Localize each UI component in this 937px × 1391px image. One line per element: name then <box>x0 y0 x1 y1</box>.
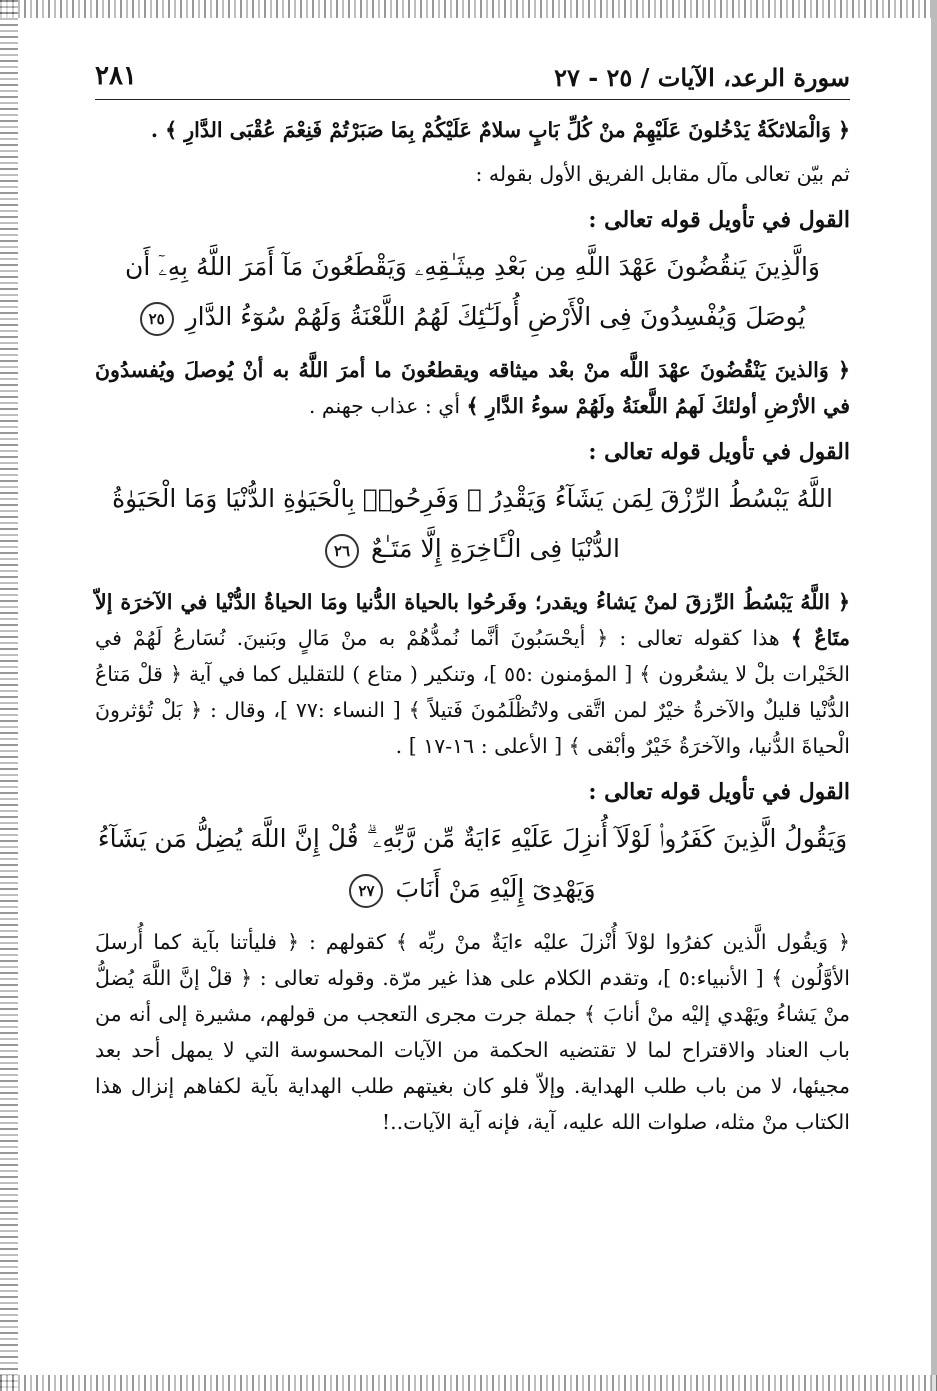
paragraph-2: ثم بيّن تعالى مآل مقابل الفريق الأول بقوله : <box>475 162 850 186</box>
paragraph-3-quote: ﴿ وَالذينَ يَنْقُضُونَ عهْدَ اللَّه منْ بعْد ميثاقه ويقطعُونَ ما أمرَ اللَّهُ به أنْ يُوصلَ ويُفسدُونَ في الأرْضِ أولئكَ لَهمُ اللَّعنَةُ ولَهُمْ سوءُ الدَّارِ ﴾ <box>95 358 850 418</box>
running-title: سورة الرعد، الآيات / ٢٥ - ٢٧ <box>554 63 850 92</box>
paragraph-4-quote: ﴿ اللَّهُ يَبْسُطُ الرِّزقَ لمنْ يَشاءُ ويقدر؛ وفَرحُوا بالحياة الدُّنيا ومَا الحياةُ الدُّنْيا في الآخرَة إلاّ متَاعٌ ﴾ <box>95 590 850 650</box>
verse-25-number: ٢٥ <box>140 302 174 336</box>
verse-25-text: وَالَّذِينَ يَنقُضُونَ عَهْدَ اللَّهِ مِن بَعْدِ مِيثَـٰقِهِۦ وَيَقْطَعُونَ مَآ أَمَرَ اللَّهُ بِهِۦٓ أَن يُوصَلَ وَيُفْسِدُونَ فِى الْأَرْضِ أُولَـٰٓئِكَ لَهُمُ اللَّعْنَةُ وَلَهُمْ سُوٓءُ الدَّارِ <box>124 252 820 331</box>
paragraph-5: ﴿ وَيقُول الَّذين كفرُوا لوْلاَ أُنْزلَ عليْه ءايَةٌ منْ ربِّه ﴾ كقولهم : ﴿ فليأتنا بآية كما أُرسلَ الأوَّلُون ﴾ [ الأنبياء:٥ ]، وتقدم الكلام على هذا غير مرّة. وقوله تعالى : ﴿ قلْ إنَّ اللَّهَ يُضلُّ منْ يَشاءُ ويَهْدي إليْه منْ أنابَ ﴾ جملة جرت مجرى التعجب من قولهم، مشيرة إلى أنه من باب العناد والاقتراح لما لا تقتضيه الحكمة من الآيات المحسوسة التي لا يمهل أحد بعد مجيئها، لا من باب طلب الهداية. وإلاّ فلو كان بغيتهم طلب الهداية بآية لكفاهم إنزال هذا الكتاب منْ مثله، صلوات الله عليه، آية، فإنه آية الآيات..! <box>95 930 850 1134</box>
paragraph-3-rest: أي : عذاب جهنم . <box>308 394 467 418</box>
section-heading-1: القول في تأويل قوله تعالى : <box>588 207 850 233</box>
verse-27-text: وَيَقُولُ الَّذِينَ كَفَرُوا۟ لَوْلَآ أُنزِلَ عَلَيْهِ ءَايَةٌ مِّن رَّبِّهِۦ ۗ قُلْ إِنَّ اللَّهَ يُضِلُّ مَن يَشَآءُ وَيَهْدِىٓ إِلَيْهِ مَنْ أَنَابَ <box>97 824 848 903</box>
page-header <box>95 55 850 100</box>
section-heading-2: القول في تأويل قوله تعالى : <box>588 439 850 465</box>
left-ornament-border <box>0 0 18 1391</box>
paragraph-4-rest: هذا كقوله تعالى : ﴿ أيحْسَبُونَ أنَّما نُمدُّهُمْ به منْ مَالٍ وبَنينَ. نُسَارعُ لَهُمْ في الخَيْرات بلْ لا يشعُرون ﴾ [ المؤمنون :٥٥ ]، وتنكير ( متاع ) للتقليل كما في آية ﴿ قلْ مَتاعُ الدُّنْيا قليلٌ والآخرةُ خيْرٌ لمن اتَّقى ولاتُظْلَمُونَ فَتيلاً ﴾ [ النساء :٧٧ ]، وقال : ﴿ بَلْ تُؤثرونَ الْحياةَ الدُّنيا، والآخرَةُ خَيْرٌ وأبْقى ﴾ [ الأعلى : ١٦-١٧ ] . <box>95 626 851 758</box>
page-content <box>95 112 850 1140</box>
verse-27-number: ٢٧ <box>349 874 383 908</box>
section-heading-3: القول في تأويل قوله تعالى : <box>588 779 850 805</box>
verse-25 <box>95 242 850 342</box>
verse-26 <box>95 474 850 574</box>
top-ornament-border <box>0 0 937 18</box>
paragraph-4 <box>95 584 850 764</box>
paragraph-1: ﴿ وَالْمَلائكَةُ يَدْخُلونَ عَلَيْهِمْ منْ كُلِّ بَابٍ سلامٌ عَلَيْكُمْ بِمَا صَبَرْتُمْ فَنِعْمَ عُقْبَى الدَّارِ ﴾ . <box>150 118 850 142</box>
right-edge <box>931 0 937 1391</box>
verse-26-text: اللَّهُ يَبْسُطُ الرِّزْقَ لِمَن يَشَآءُ وَيَقْدِرُ ۚ وَفَرِحُوا۟ بِالْحَيَوٰةِ الدُّنْيَا وَمَا الْحَيَوٰةُ الدُّنْيَا فِى الْـَٔاخِرَةِ إِلَّا مَتَـٰعٌ <box>112 484 833 563</box>
verse-27 <box>95 814 850 914</box>
page-number: ٢٨١ <box>95 61 137 91</box>
verse-26-number: ٢٦ <box>325 534 359 568</box>
bottom-ornament-border <box>0 1375 937 1391</box>
paragraph-3 <box>95 352 850 424</box>
page <box>95 55 850 1355</box>
